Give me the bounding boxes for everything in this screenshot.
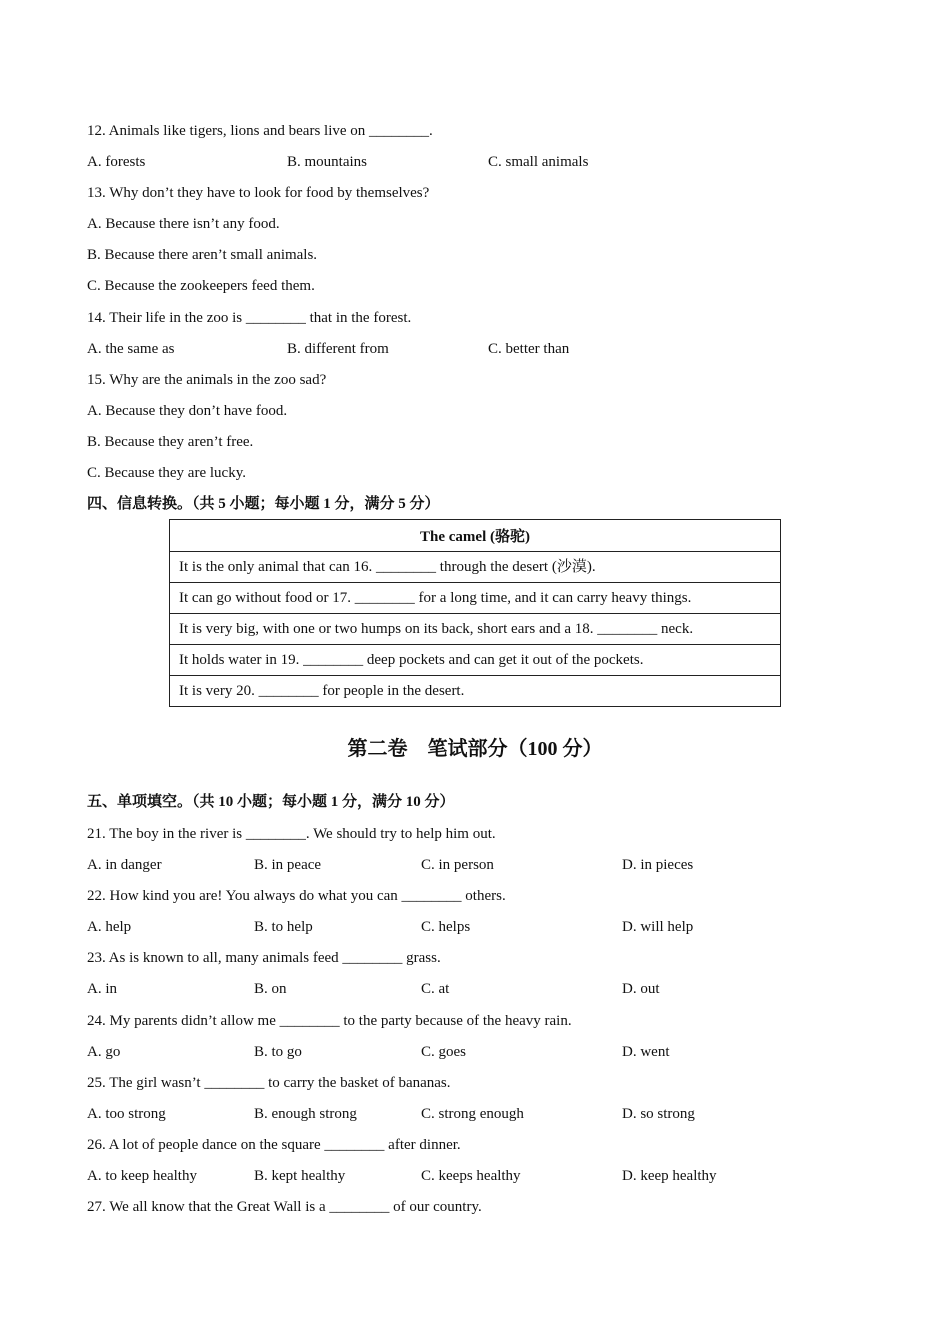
- question-14-stem: 14. Their life in the zoo is ________ that in the forest.: [87, 310, 412, 326]
- question-14-option-b: B. different from: [287, 341, 389, 357]
- question-13-stem: 13. Why don’t they have to look for food by themselves?: [87, 185, 430, 201]
- question-26-option-c: C. keeps healthy: [421, 1168, 521, 1184]
- volume-2-title: 第二卷 笔试部分（100 分）: [347, 738, 603, 760]
- question-23-option-a: A. in: [87, 981, 117, 997]
- question-26-option-d: D. keep healthy: [622, 1168, 717, 1184]
- table-title: The camel (骆驼): [170, 520, 781, 552]
- question-22-option-a: A. help: [87, 919, 132, 935]
- question-21-stem: 21. The boy in the river is ________. We should try to help him out.: [87, 826, 496, 842]
- question-22-option-c: C. helps: [421, 919, 471, 935]
- question-25-option-c: C. strong enough: [421, 1106, 524, 1122]
- table-row: [170, 614, 781, 645]
- question-24-option-d: D. went: [622, 1044, 670, 1060]
- question-25-option-b: B. enough strong: [254, 1106, 357, 1122]
- table-row: [170, 552, 781, 583]
- question-13-option-a: A. Because there isn’t any food.: [87, 216, 280, 232]
- question-14-option-a: A. the same as: [87, 341, 175, 357]
- question-15-option-a: A. Because they don’t have food.: [87, 403, 288, 419]
- question-24-stem: 24. My parents didn’t allow me ________ to the party because of the heavy rain.: [87, 1013, 572, 1029]
- question-21-option-d: D. in pieces: [622, 857, 694, 873]
- question-15-stem: 15. Why are the animals in the zoo sad?: [87, 372, 327, 388]
- question-26-stem: 26. A lot of people dance on the square ________ after dinner.: [87, 1137, 461, 1153]
- table-header-row: [170, 520, 781, 552]
- question-26-option-a: A. to keep healthy: [87, 1168, 197, 1184]
- table-cell-19: It holds water in 19. ________ deep pockets and can get it out of the pockets.: [170, 645, 781, 676]
- question-12-option-b: B. mountains: [287, 154, 368, 170]
- section-5-heading: 五、单项填空。（共 10 小题；每小题 1 分，满分 10 分）: [87, 794, 455, 810]
- question-22-option-d: D. will help: [622, 919, 694, 935]
- question-13-option-b: B. Because there aren’t small animals.: [87, 247, 318, 263]
- table-row: [170, 645, 781, 676]
- table-cell-20: It is very 20. ________ for people in the desert.: [170, 676, 781, 707]
- question-23-option-b: B. on: [254, 981, 287, 997]
- question-21-option-a: A. in danger: [87, 857, 162, 873]
- table-row: [170, 676, 781, 707]
- table-cell-16: It is the only animal that can 16. ________ through the desert (沙漠).: [170, 552, 781, 583]
- question-13-option-c: C. Because the zookeepers feed them.: [87, 278, 315, 294]
- question-24-option-b: B. to go: [254, 1044, 302, 1060]
- question-25-option-a: A. too strong: [87, 1106, 166, 1122]
- question-23-option-d: D. out: [622, 981, 660, 997]
- question-24-option-c: C. goes: [421, 1044, 466, 1060]
- question-22-option-b: B. to help: [254, 919, 313, 935]
- question-15-option-b: B. Because they aren’t free.: [87, 434, 254, 450]
- question-14-option-c: C. better than: [488, 341, 570, 357]
- section-4-heading: 四、信息转换。（共 5 小题；每小题 1 分，满分 5 分）: [87, 496, 440, 512]
- question-12-option-c: C. small animals: [488, 154, 589, 170]
- table-cell-17: It can go without food or 17. ________ for a long time, and it can carry heavy things.: [170, 583, 781, 614]
- question-15-option-c: C. Because they are lucky.: [87, 465, 246, 481]
- camel-info-table: [169, 519, 781, 707]
- question-23-option-c: C. at: [421, 981, 450, 997]
- question-22-stem: 22. How kind you are! You always do what you can ________ others.: [87, 888, 506, 904]
- question-24-option-a: A. go: [87, 1044, 121, 1060]
- question-21-option-b: B. in peace: [254, 857, 322, 873]
- question-25-option-d: D. so strong: [622, 1106, 695, 1122]
- question-12-stem: 12. Animals like tigers, lions and bears live on ________.: [87, 123, 433, 139]
- question-27-stem: 27. We all know that the Great Wall is a ________ of our country.: [87, 1199, 482, 1215]
- table-row: [170, 583, 781, 614]
- question-12-option-a: A. forests: [87, 154, 146, 170]
- question-23-stem: 23. As is known to all, many animals feed ________ grass.: [87, 950, 441, 966]
- question-26-option-b: B. kept healthy: [254, 1168, 346, 1184]
- question-25-stem: 25. The girl wasn’t ________ to carry the basket of bananas.: [87, 1075, 451, 1091]
- question-21-option-c: C. in person: [421, 857, 494, 873]
- table-cell-18: It is very big, with one or two humps on its back, short ears and a 18. ________ neck.: [170, 614, 781, 645]
